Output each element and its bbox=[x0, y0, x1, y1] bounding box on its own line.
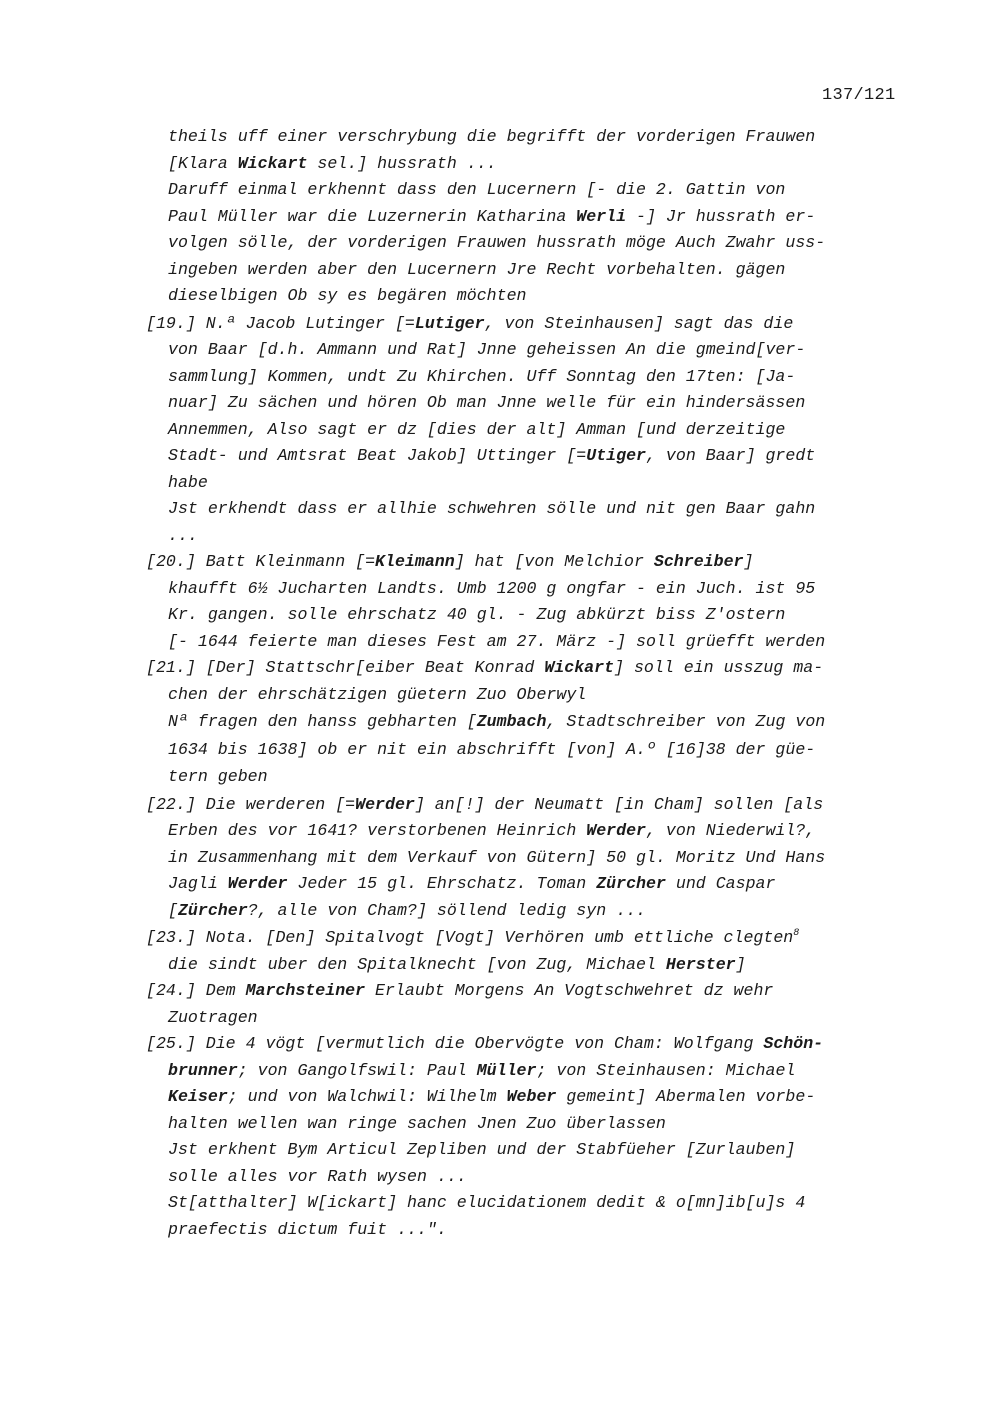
text-line bbox=[146, 1164, 916, 1191]
text-segment: Jagli bbox=[168, 874, 228, 893]
text-segment: volgen sölle, der vorderigen Frauwen hussrath möge Auch Zwahr uss- bbox=[168, 233, 826, 252]
text-segment: chen der ehrschätzigen güetern Zuo Oberwyl bbox=[168, 684, 587, 704]
text-segment: Stadt- und Amtsrat Beat Jakob] Uttinger [= bbox=[168, 446, 587, 465]
text-line bbox=[146, 629, 916, 656]
text-segment: Daruff einmal erkhennt dass den Lucernern [- die 2. Gattin von bbox=[168, 180, 786, 199]
text-line bbox=[146, 1058, 916, 1085]
text-line bbox=[146, 496, 916, 523]
surname: Wickart bbox=[544, 658, 615, 677]
text-line bbox=[146, 1190, 916, 1217]
text-segment: und Caspar bbox=[665, 874, 776, 893]
text-segment: die sindt uber den Spitalknecht [von Zug, Michael bbox=[168, 954, 666, 974]
text-segment: ] hat [von Melchior bbox=[454, 552, 654, 571]
page-number: 137/121 bbox=[822, 86, 896, 105]
text-segment: [ bbox=[168, 900, 178, 920]
surname: Herster bbox=[665, 954, 736, 974]
text-segment: ; von Gangolfswil: Paul bbox=[237, 1060, 477, 1080]
text-line bbox=[146, 390, 916, 417]
entry-20-heading bbox=[146, 549, 916, 576]
text-segment: ; und von Walchwil: Wilhelm bbox=[227, 1087, 507, 1106]
text-segment: in Zusammenhang mit dem Verkauf von Gütern] 50 gl. Moritz Und Hans bbox=[168, 847, 826, 867]
footnote-marker: 8 bbox=[793, 928, 800, 939]
text-segment: [23.] Nota. [Den] Spitalvogt [Vogt] Verhören umb ettliche clegten bbox=[146, 928, 794, 947]
text-segment: praefectis dictum fuit ...". bbox=[168, 1219, 447, 1239]
text-segment: von Baar [d.h. Ammann und Rat] Jnne geheissen An die gmeind[ver- bbox=[168, 340, 806, 359]
text-segment: [24.] Dem bbox=[146, 981, 246, 1000]
text-segment: sammlung] Kommen, undt Zu Khirchen. Uff Sonntag den 17ten: [Ja- bbox=[168, 366, 796, 386]
text-line bbox=[146, 709, 916, 737]
surname: Weber bbox=[506, 1087, 557, 1106]
surname: Werder bbox=[586, 821, 646, 840]
text-segment: Paul Müller war die Luzernerin Katharina bbox=[168, 206, 577, 226]
text-line bbox=[146, 523, 916, 550]
text-line bbox=[146, 124, 916, 151]
text-segment: [22.] Die werderen [= bbox=[146, 794, 356, 814]
text-line bbox=[146, 470, 916, 497]
entry-23-heading bbox=[146, 925, 916, 952]
text-segment: halten wellen wan ringe sachen Jnen Zuo überlassen bbox=[168, 1113, 666, 1133]
surname: Utiger bbox=[586, 446, 646, 465]
text-segment: ?, alle von Cham?] söllend ledig syn ... bbox=[247, 900, 647, 920]
text-segment: Annemmen, Also sagt er dz [dies der alt] Amman [und derzeitige bbox=[168, 419, 786, 439]
text-segment: Jeder 15 gl. Ehrschatz. Toman bbox=[287, 874, 597, 893]
text-line bbox=[146, 151, 916, 178]
surname: Wickart bbox=[237, 153, 308, 173]
text-segment: Nª fragen den hanss gebharten [ bbox=[168, 712, 477, 731]
text-segment: Erben des vor 1641? verstorbenen Heinrich bbox=[168, 821, 587, 840]
surname: Werli bbox=[576, 206, 627, 226]
text-segment: Jst erkhent Bym Articul Zepliben und der Stabfüeher [Zurlauben] bbox=[168, 1140, 796, 1159]
text-segment: [21.] [Der] Stattschr[eiber Beat Konrad bbox=[146, 658, 545, 677]
text-segment: gemeint] Abermalen vorbe- bbox=[556, 1087, 816, 1106]
text-segment: ] bbox=[735, 954, 746, 974]
surname: brunner bbox=[168, 1060, 238, 1080]
text-segment: nuar] Zu sächen und hören Ob man Jnne welle für ein hindersässen bbox=[168, 393, 806, 412]
text-segment: solle alles vor Rath wysen ... bbox=[168, 1166, 467, 1186]
text-segment: [Klara bbox=[168, 153, 238, 173]
entry-19-heading bbox=[146, 311, 916, 338]
text-segment: [19.] N.ª Jacob Lutinger [= bbox=[146, 313, 415, 333]
surname: Zürcher bbox=[596, 874, 666, 893]
text-line bbox=[146, 177, 916, 204]
text-segment: ingeben werden aber den Lucernern Jre Recht vorbehalten. gägen bbox=[168, 259, 786, 279]
text-segment: ] an[!] der Neumatt [in Cham] sollen [als bbox=[414, 794, 824, 814]
text-line bbox=[146, 1137, 916, 1164]
text-line bbox=[146, 364, 916, 391]
entry-22-heading bbox=[146, 792, 916, 819]
text-segment: Jst erkhendt dass er allhie schwehren sölle und nit gen Baar gahn bbox=[168, 499, 816, 518]
surname: Marchsteiner bbox=[245, 981, 366, 1000]
surname: Werder bbox=[227, 874, 288, 893]
surname: Schön- bbox=[763, 1034, 824, 1053]
text-segment: , Stadtschreiber von Zug von bbox=[546, 712, 826, 731]
surname: Schreiber bbox=[653, 552, 744, 571]
text-line bbox=[146, 1217, 916, 1244]
text-line bbox=[146, 337, 916, 364]
text-line bbox=[146, 764, 916, 792]
text-segment: dieselbigen Ob sy es begären möchten bbox=[168, 286, 527, 305]
text-line bbox=[146, 417, 916, 444]
text-segment: -] Jr hussrath er- bbox=[626, 206, 816, 226]
text-line bbox=[146, 230, 916, 257]
text-line bbox=[146, 1111, 916, 1138]
surname: Werder bbox=[355, 794, 415, 814]
text-segment: Zuotragen bbox=[168, 1007, 258, 1027]
text-segment: , von Niederwil?, bbox=[645, 821, 816, 840]
surname: Müller bbox=[476, 1060, 537, 1080]
text-segment: [- 1644 feierte man dieses Fest am 27. März -] soll grüefft werden bbox=[168, 631, 826, 651]
text-segment: [25.] Die 4 vögt [vermutlich die Obervögte von Cham: Wolfgang bbox=[146, 1034, 764, 1053]
text-segment: tern geben bbox=[168, 767, 268, 786]
entry-24-heading bbox=[146, 978, 916, 1005]
surname: Zumbach bbox=[476, 712, 547, 731]
text-segment: [20.] Batt Kleinmann [= bbox=[146, 552, 376, 571]
text-line bbox=[146, 1084, 916, 1111]
text-line bbox=[146, 682, 916, 710]
text-segment: habe bbox=[168, 472, 208, 492]
text-line bbox=[146, 1005, 916, 1032]
text-line bbox=[146, 576, 916, 603]
text-segment: ] bbox=[743, 552, 754, 571]
entry-21-heading bbox=[146, 655, 916, 682]
text-line bbox=[146, 952, 916, 979]
text-segment: ] soll ein usszug ma- bbox=[614, 658, 824, 677]
text-line bbox=[146, 204, 916, 231]
text-line bbox=[146, 845, 916, 872]
text-segment: Erlaubt Morgens An Vogtschwehret dz wehr bbox=[365, 981, 774, 1000]
text-segment: , von Baar] gredt bbox=[645, 446, 816, 465]
text-segment: khaufft 6½ Jucharten Landts. Umb 1200 g ongfar - ein Juch. ist 95 bbox=[168, 578, 816, 598]
text-segment: sel.] hussrath ... bbox=[307, 153, 497, 173]
text-line bbox=[146, 871, 916, 898]
text-segment: ... bbox=[168, 525, 198, 545]
text-segment: ; von Steinhausen: Michael bbox=[536, 1060, 796, 1080]
text-line bbox=[146, 283, 916, 311]
text-line bbox=[146, 818, 916, 845]
text-segment: St[atthalter] W[ickart] hanc elucidationem dedit & o[mn]ib[u]s 4 bbox=[168, 1193, 806, 1212]
text-line bbox=[146, 257, 916, 284]
text-segment: 1634 bis 1638] ob er nit ein abschrifft [von] A.º [16]38 der güe- bbox=[168, 739, 816, 759]
surname: Keiser bbox=[168, 1087, 228, 1106]
text-segment: Kr. gangen. solle ehrschatz 40 gl. - Zug abkürzt biss Z'ostern bbox=[168, 605, 786, 624]
text-segment: theils uff einer verschrybung die begrifft der vorderigen Frauwen bbox=[168, 127, 816, 146]
text-line bbox=[146, 898, 916, 926]
document-body bbox=[146, 124, 916, 1243]
text-line bbox=[146, 737, 916, 765]
entry-25-heading bbox=[146, 1031, 916, 1058]
surname: Zürcher bbox=[177, 900, 248, 920]
text-line bbox=[146, 443, 916, 470]
text-segment: , von Steinhausen] sagt das die bbox=[484, 313, 794, 333]
surname: Lutiger bbox=[414, 313, 485, 333]
text-line bbox=[146, 602, 916, 629]
surname: Kleimann bbox=[375, 552, 455, 571]
